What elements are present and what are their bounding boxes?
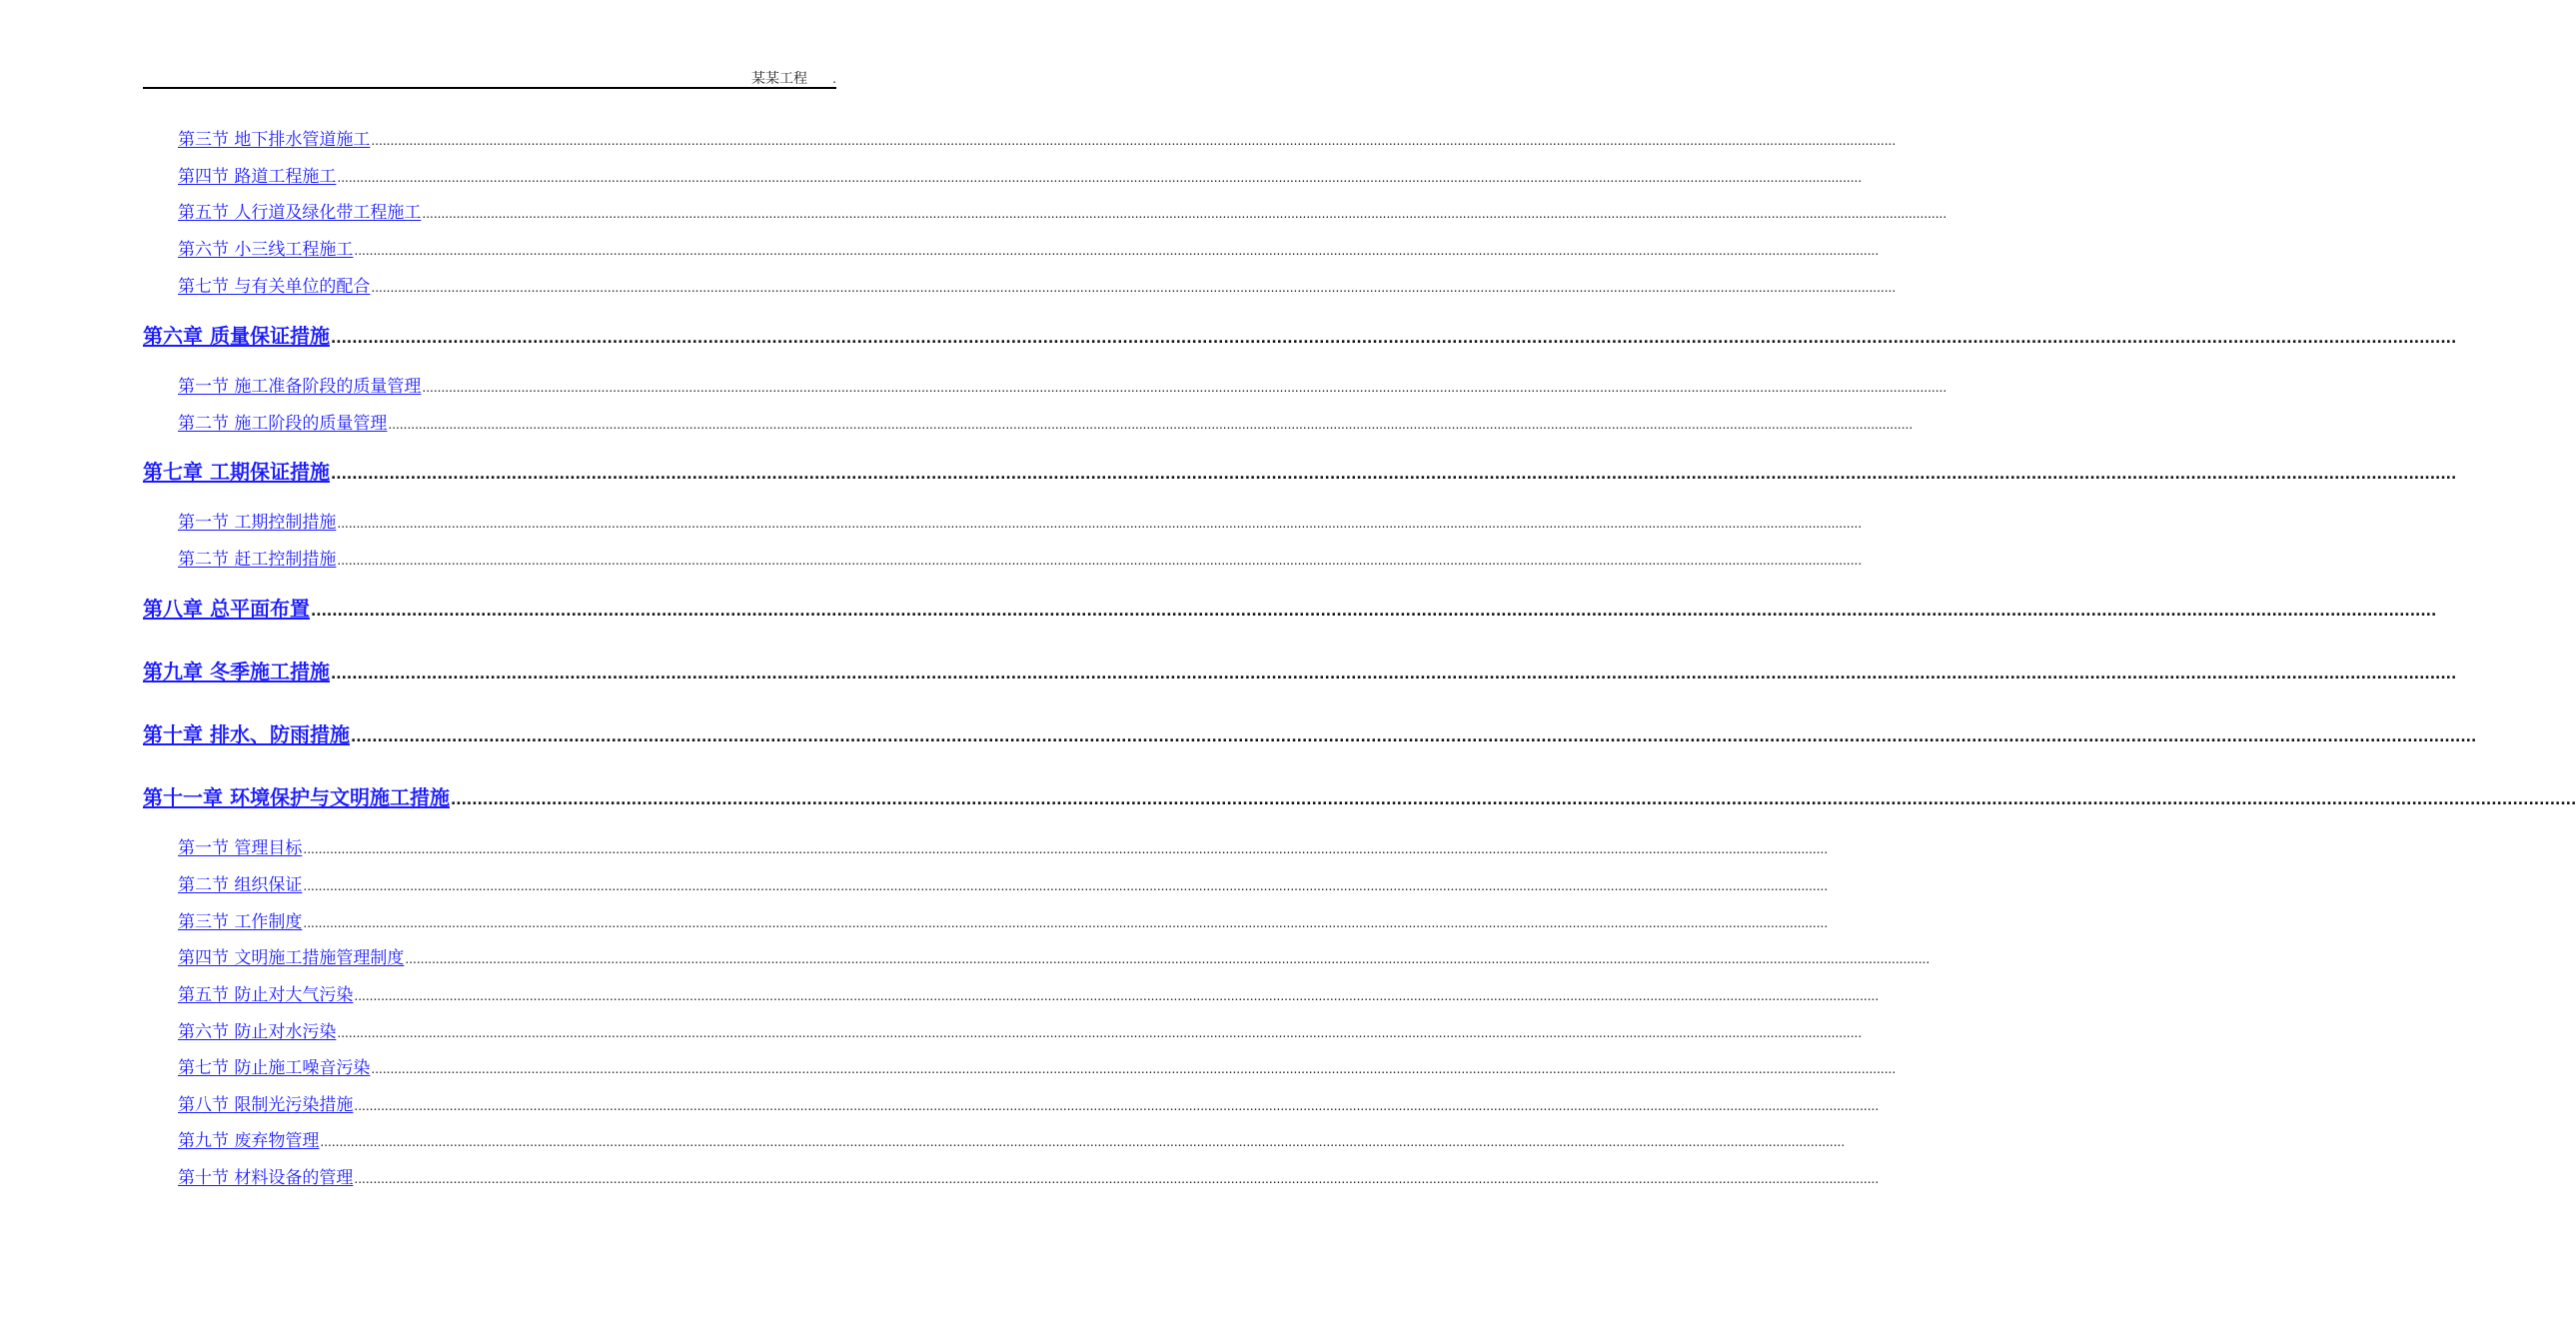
toc-dot-leader: ................................................................................................................................................................................................................................................................................................................................................................................................................ [371,281,1897,295]
toc-section-link[interactable] [178,545,1863,570]
toc-entry-label[interactable]: 第九节 废弃物管理 [178,1131,320,1151]
toc-entry-label[interactable]: 第七节 与有关单位的配合 [178,277,371,297]
toc-chapter-link[interactable] [143,656,2457,685]
toc-dot-leader: ................................................................................................................................................................................................................................................................................................................................................................................................................ [354,1099,1880,1113]
toc-entry-label[interactable]: 第三节 工作制度 [178,912,303,932]
toc-dot-leader: ................................................................................................................................................................................................................................................................................................................................................................................................................ [354,244,1880,258]
page-header [143,66,836,89]
toc-entry-label[interactable]: 第四节 文明施工措施管理制度 [178,948,405,968]
toc-dot-leader: ................................................................................................................................................................................................................................................................................................................................................................................................................ [337,1026,1863,1040]
toc-dot-leader: ................................................................................................................................................................................................................................................................................................................................................................................................................ [405,952,1931,966]
header-dot: . [832,72,836,86]
toc-entry-label[interactable]: 第二节 赶工控制措施 [178,550,337,570]
toc-section-link[interactable] [178,1090,1880,1115]
toc-chapter-link[interactable] [143,593,2437,623]
toc-dot-leader: ................................................................................................................................................................................................................................................................................................................................................................................................................ [330,467,2457,483]
toc-section-link[interactable] [178,1126,1846,1151]
toc-dot-leader: ................................................................................................................................................................................................................................................................................................................................................................................................................ [354,989,1880,1003]
toc-section-link[interactable] [178,198,1947,223]
toc-section-link[interactable] [178,870,1829,895]
toc-section-link[interactable] [178,907,1829,932]
toc-section-link[interactable] [178,272,1897,297]
toc-dot-leader: ................................................................................................................................................................................................................................................................................................................................................................................................................ [320,1135,1846,1149]
toc-dot-leader: ................................................................................................................................................................................................................................................................................................................................................................................................................ [337,554,1863,568]
toc-entry-label[interactable]: 第一节 管理目标 [178,838,303,858]
toc-chapter-link[interactable] [143,718,2477,748]
toc-section-link[interactable] [178,1017,1863,1042]
toc-entry-label[interactable]: 第六节 防止对水污染 [178,1022,337,1042]
toc-chapter-link[interactable] [143,320,2457,350]
toc-entry-label[interactable]: 第一节 施工准备阶段的质量管理 [178,377,422,397]
toc-dot-leader: ................................................................................................................................................................................................................................................................................................................................................................................................................ [337,517,1863,531]
toc-dot-leader: ................................................................................................................................................................................................................................................................................................................................................................................................................ [337,171,1863,185]
toc-dot-leader: ................................................................................................................................................................................................................................................................................................................................................................................................................ [422,381,1947,395]
toc-dot-leader: ................................................................................................................................................................................................................................................................................................................................................................................................................ [371,134,1897,148]
toc-section-link[interactable] [178,833,1829,858]
toc-dot-leader: ................................................................................................................................................................................................................................................................................................................................................................................................................ [388,418,1914,432]
toc-entry-label[interactable]: 第十节 材料设备的管理 [178,1168,354,1188]
toc-section-link[interactable] [178,1053,1897,1078]
toc-chapter-link[interactable] [143,456,2457,486]
toc-dot-leader: ................................................................................................................................................................................................................................................................................................................................................................................................................ [350,729,2477,745]
toc-chapter-link[interactable] [143,781,2576,811]
toc-entry-label[interactable]: 第二节 组织保证 [178,875,303,895]
toc-dot-leader: ................................................................................................................................................................................................................................................................................................................................................................................................................ [303,842,1829,856]
toc-entry-label[interactable]: 第十一章 环境保护与文明施工措施 [143,785,450,809]
toc-entry-label[interactable]: 第七节 防止施工噪音污染 [178,1058,371,1078]
toc-dot-leader: ................................................................................................................................................................................................................................................................................................................................................................................................................ [330,667,2457,682]
toc-entry-label[interactable]: 第一节 工期控制措施 [178,513,337,533]
toc-entry-label[interactable]: 第五节 人行道及绿化带工程施工 [178,203,422,223]
toc-entry-label[interactable]: 第八节 限制光污染措施 [178,1095,354,1115]
toc-dot-leader: ................................................................................................................................................................................................................................................................................................................................................................................................................ [330,331,2457,347]
toc-entry-label[interactable]: 第九章 冬季施工措施 [143,660,330,683]
toc-entry-label[interactable]: 第六节 小三线工程施工 [178,240,354,260]
toc-section-link[interactable] [178,235,1880,260]
toc-entry-label[interactable]: 第十章 排水、防雨措施 [143,722,350,746]
toc-dot-leader: ................................................................................................................................................................................................................................................................................................................................................................................................................ [303,879,1829,893]
toc-dot-leader: ................................................................................................................................................................................................................................................................................................................................................................................................................ [354,1172,1880,1186]
toc-section-link[interactable] [178,943,1931,968]
toc-entry-label[interactable]: 第三节 地下排水管道施工 [178,130,371,150]
toc-entry-label[interactable]: 第六章 质量保证措施 [143,324,330,348]
toc-entry-label[interactable]: 第五节 防止对大气污染 [178,985,354,1005]
toc-dot-leader: ................................................................................................................................................................................................................................................................................................................................................................................................................ [450,792,2576,808]
header-title: 某某工程 [751,71,807,87]
toc-section-link[interactable] [178,508,1863,533]
toc-section-link[interactable] [178,372,1947,397]
toc-dot-leader: ................................................................................................................................................................................................................................................................................................................................................................................................................ [422,207,1947,221]
toc-entry-label[interactable]: 第七章 工期保证措施 [143,460,330,484]
toc-entry-label[interactable]: 第八章 总平面布置 [143,597,310,621]
toc-section-link[interactable] [178,125,1897,150]
toc-section-link[interactable] [178,409,1914,434]
toc-entry-label[interactable]: 第二节 施工阶段的质量管理 [178,414,388,434]
toc-dot-leader: ................................................................................................................................................................................................................................................................................................................................................................................................................ [310,604,2437,620]
toc-dot-leader: ................................................................................................................................................................................................................................................................................................................................................................................................................ [371,1062,1897,1076]
toc-section-link[interactable] [178,980,1880,1005]
toc-entry-label[interactable]: 第四节 路道工程施工 [178,167,337,187]
toc-dot-leader: ................................................................................................................................................................................................................................................................................................................................................................................................................ [303,916,1829,930]
toc-section-link[interactable] [178,162,1863,187]
toc-section-link[interactable] [178,1163,1880,1188]
